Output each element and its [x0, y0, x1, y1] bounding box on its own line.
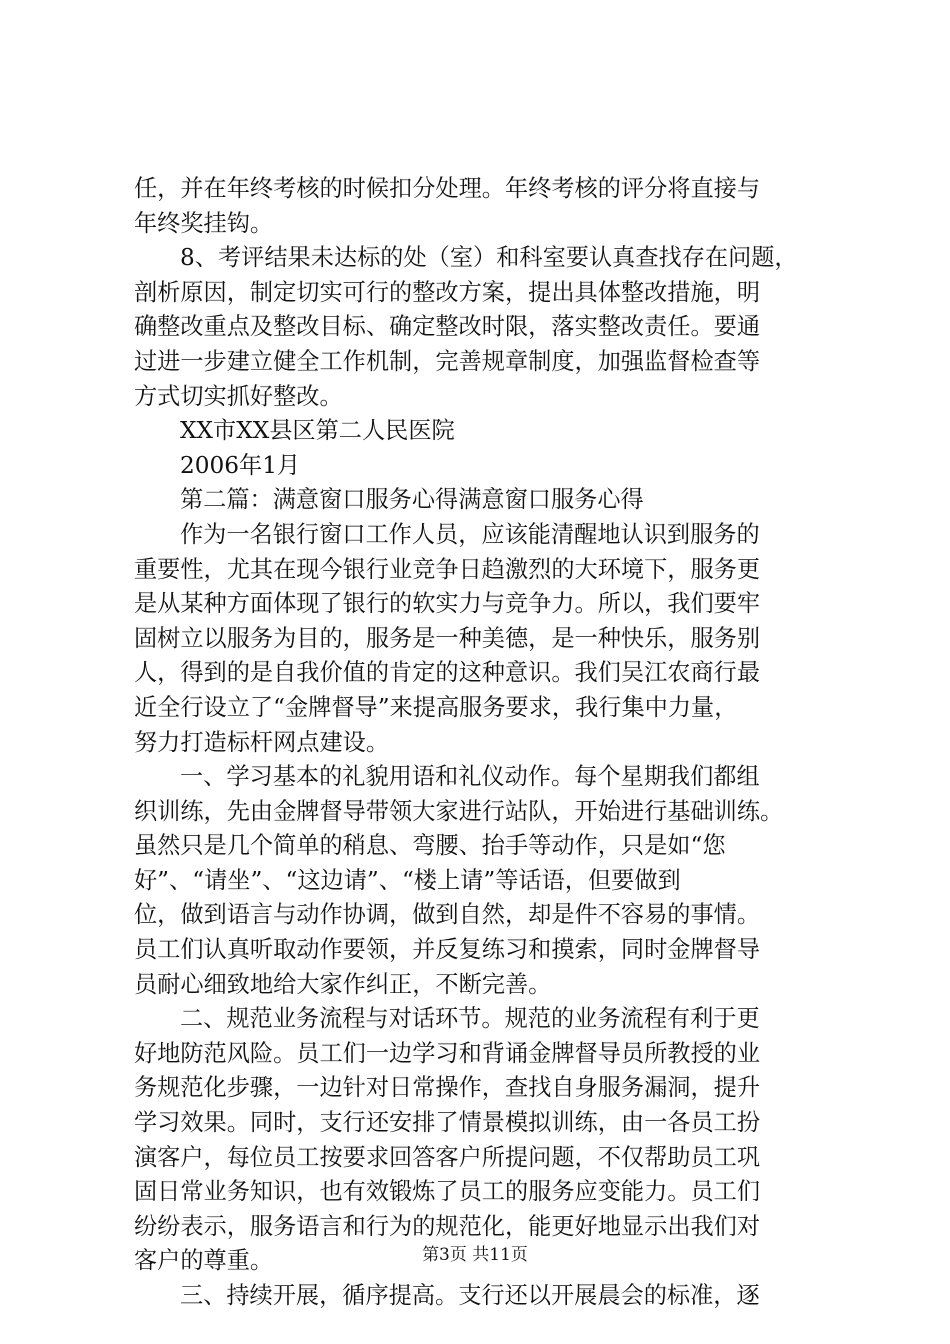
- text-line: 务规范化步骤，一边针对日常操作，查找自身服务漏洞，提升: [134, 1074, 761, 1102]
- text-line: 一、学习基本的礼貌用语和礼仪动作。每个星期我们都组: [180, 763, 760, 791]
- text-line: 2006年1月: [180, 451, 301, 479]
- text-line: 学习效果。同时，支行还安排了情景模拟训练，由一各员工扮: [134, 1109, 761, 1137]
- text-line: 位，做到语言与动作协调，做到自然，却是件不容易的事情。: [134, 901, 761, 929]
- text-line: 好”、“请坐”、“这边请”、“楼上请”等话语，但要做到: [134, 866, 681, 894]
- text-line: 好地防范风险。员工们一边学习和背诵金牌督导员所教授的业: [134, 1039, 761, 1067]
- text-line: 近全行设立了“金牌督导”来提高服务要求，我行集中力量，: [134, 693, 738, 721]
- text-line: 员耐心细致地给大家作纠正，不断完善。: [134, 970, 552, 998]
- text-line: 第二篇：满意窗口服务心得满意窗口服务心得: [180, 486, 644, 514]
- text-line: 是从某种方面体现了银行的软实力与竞争力。所以，我们要牢: [134, 590, 761, 618]
- text-line: 方式切实抓好整改。: [134, 382, 343, 410]
- document-body: [134, 172, 834, 1314]
- text-line: 员工们认真听取动作要领，并反复练习和摸索，同时金牌督导: [134, 936, 761, 964]
- text-line: 三、持续开展，循序提高。支行还以开展晨会的标准，逐: [180, 1282, 760, 1309]
- text-line: 作为一名银行窗口工作人员，应该能清醒地认识到服务的: [180, 520, 760, 548]
- page-number-footer: 第3页 共11页: [422, 1245, 528, 1265]
- text-line: 固日常业务知识，也有效锻炼了员工的服务应变能力。员工们: [134, 1178, 761, 1206]
- text-line: 二、规范业务流程与对话环节。规范的业务流程有利于更: [180, 1005, 760, 1033]
- text-line: 任，并在年终考核的时候扣分处理。年终考核的评分将直接与: [134, 175, 761, 202]
- text-line: 重要性，尤其在现今银行业竞争日趋激烈的大环境下，服务更: [134, 555, 761, 583]
- text-line: 演客户，每位员工按要求回答客户所提问题，不仅帮助员工巩: [134, 1143, 761, 1171]
- text-line: 确整改重点及整改目标、确定整改时限，落实整改责任。要通: [134, 313, 761, 341]
- text-line: 过进一步建立健全工作机制，完善规章制度，加强监督检查等: [134, 347, 761, 375]
- text-line: 纷纷表示，服务语言和行为的规范化，能更好地显示出我们对: [134, 1212, 761, 1240]
- text-line: 客户的尊重。: [134, 1247, 274, 1275]
- text-line: 努力打造标杆网点建设。: [134, 728, 390, 756]
- text-line: 固树立以服务为目的，服务是一种美德，是一种快乐，服务别: [134, 624, 761, 652]
- text-line: 8、考评结果未达标的处（室）和科室要认真查找存在问题，: [180, 244, 798, 272]
- text-line: 年终奖挂钩。: [134, 209, 274, 237]
- text-line: 剖析原因，制定切实可行的整改方案，提出具体整改措施，明: [134, 278, 761, 306]
- text-line: XX市XX县区第二人民医院: [180, 417, 455, 445]
- text-line: 虽然只是几个简单的稍息、弯腰、抬手等动作，只是如“您: [134, 832, 726, 860]
- text-line: 织训练，先由金牌督导带领大家进行站队，开始进行基础训练。: [134, 797, 784, 825]
- text-line: 人，得到的是自我价值的肯定的这种意识。我们吴江农商行最: [134, 659, 761, 687]
